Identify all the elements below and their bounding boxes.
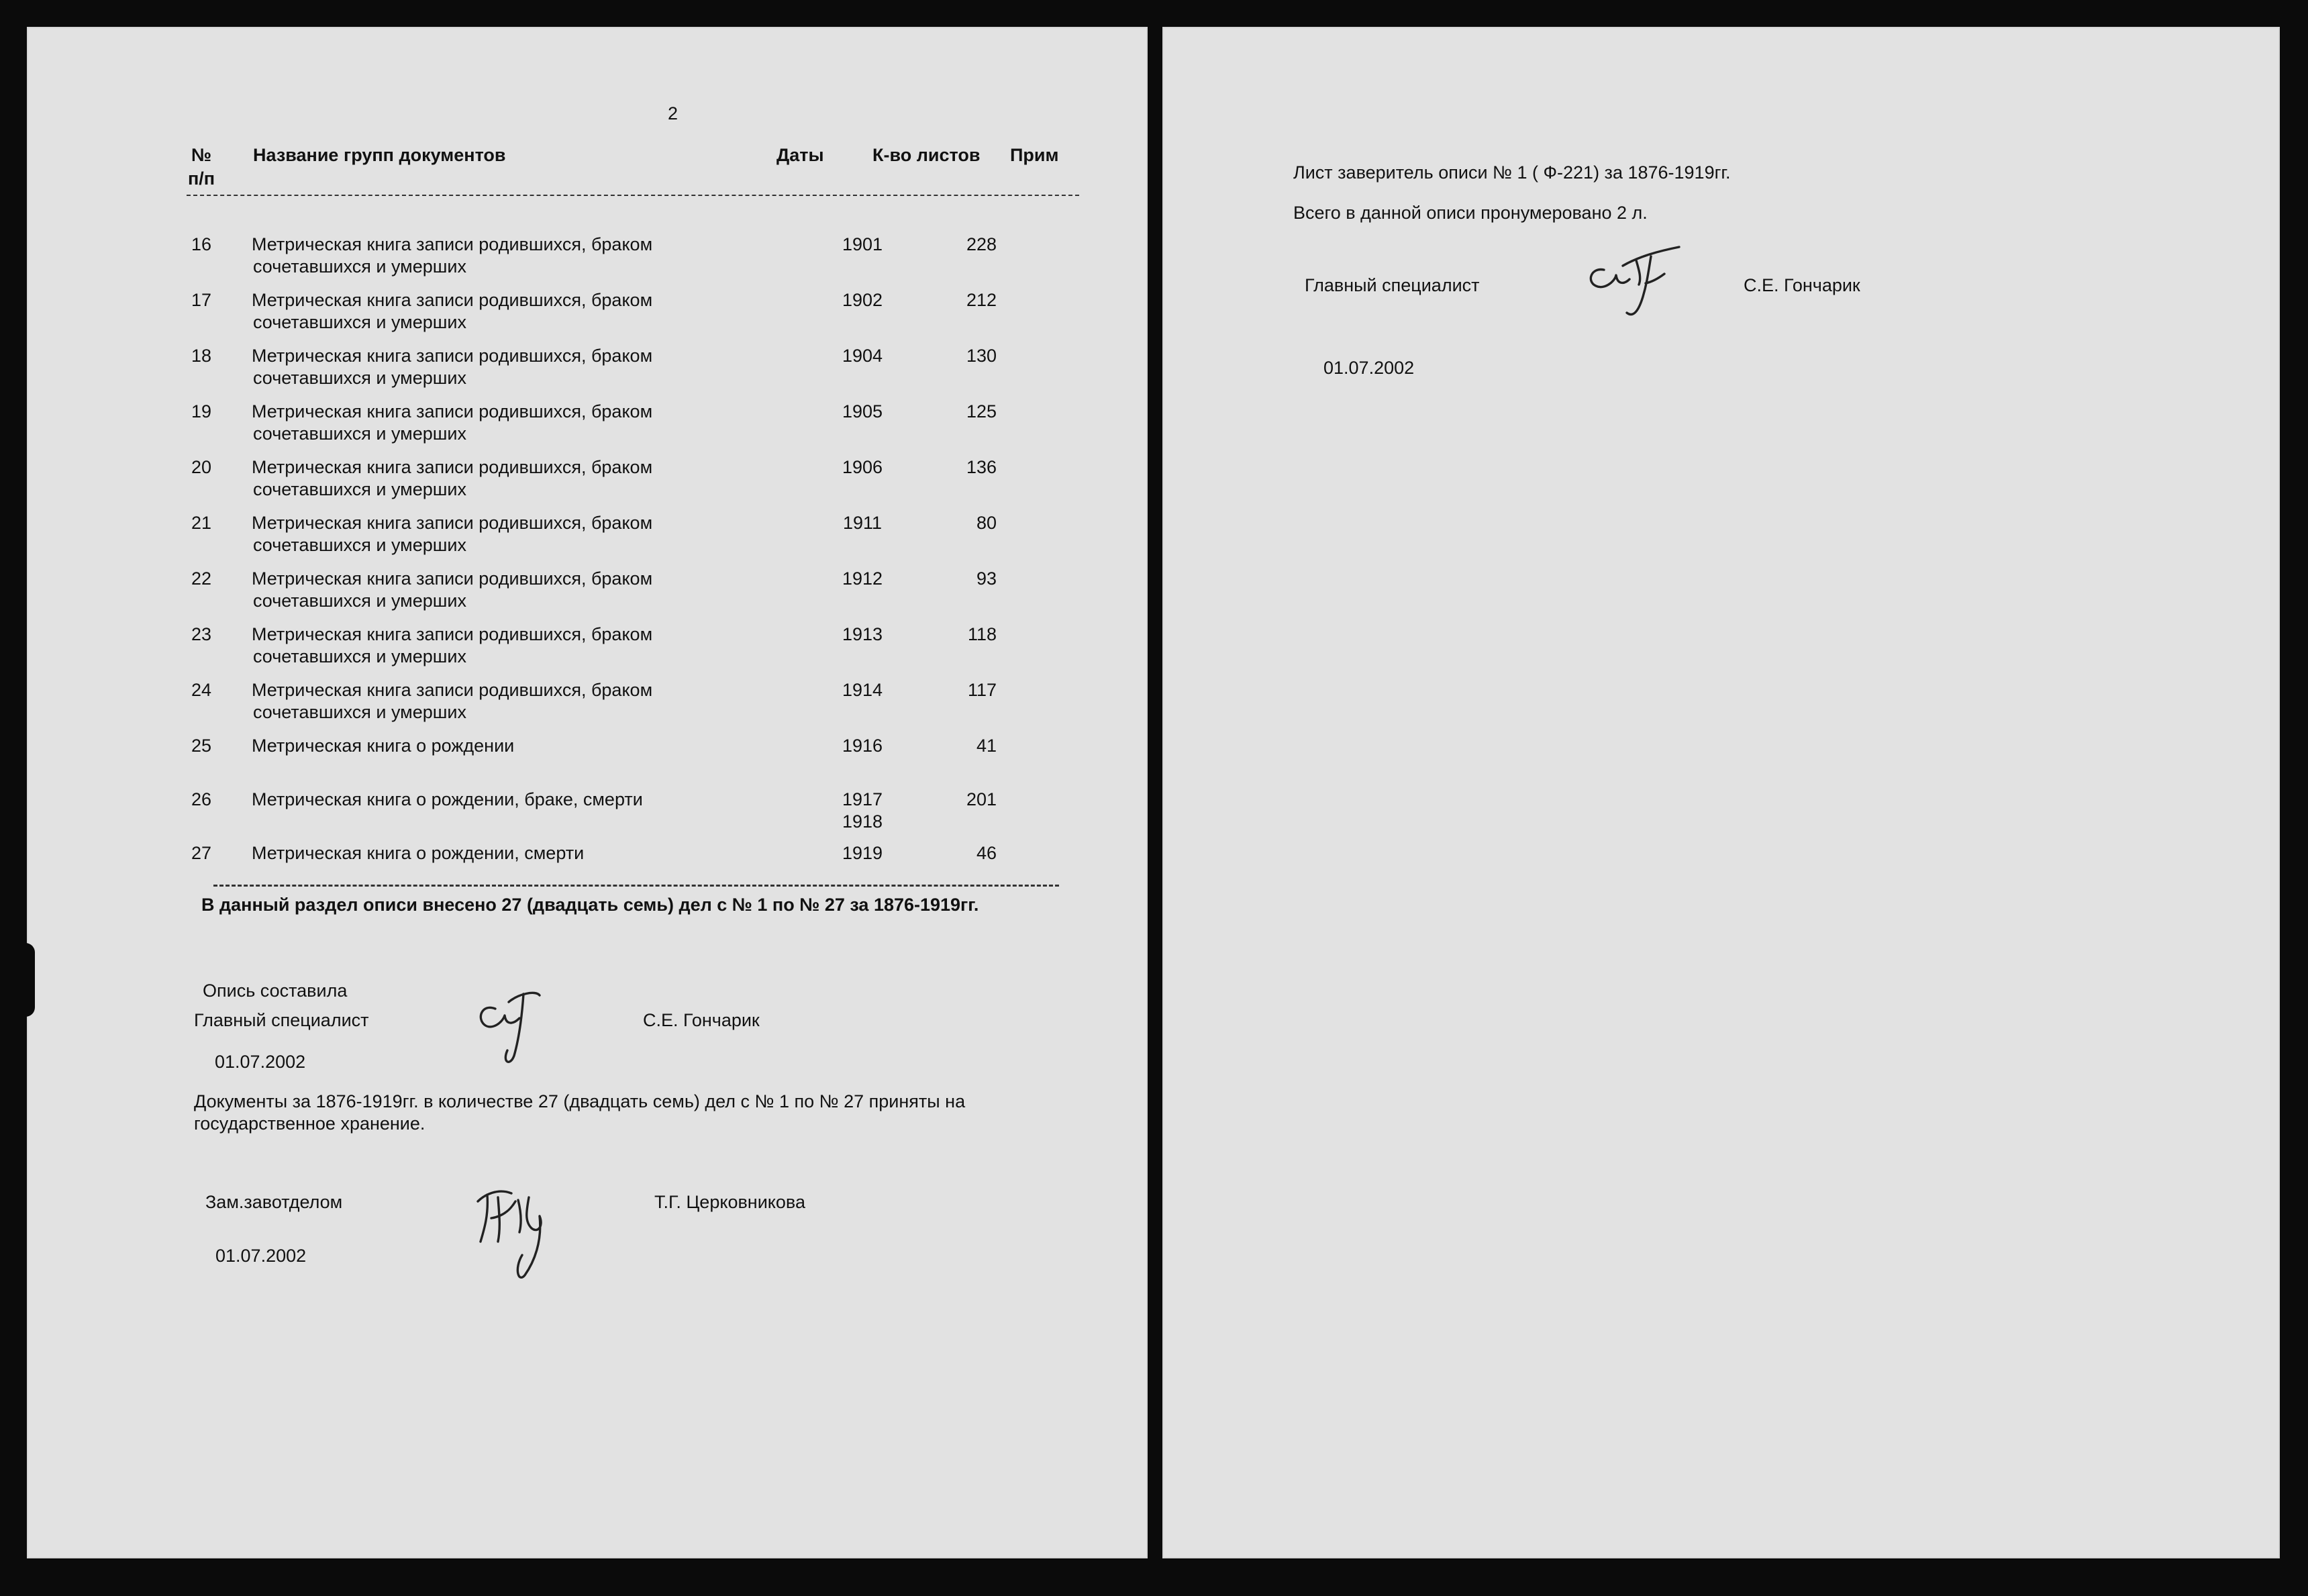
row-number: 23: [191, 624, 212, 644]
row-title-line-2: сочетавшихся и умерших: [253, 423, 467, 444]
row-sheet-count: 41: [976, 736, 997, 756]
row-number: 27: [191, 843, 212, 863]
row-number: 26: [191, 789, 212, 809]
row-title-line-1: Метрическая книга о рождении: [252, 736, 515, 756]
row-sheet-count: 80: [976, 513, 997, 533]
header-name: Название групп документов: [253, 145, 506, 165]
row-date: 1917: [842, 789, 883, 809]
acceptance-name: Т.Г. Церковникова: [654, 1192, 805, 1212]
row-sheet-count: 46: [976, 843, 997, 863]
row-number: 19: [191, 401, 212, 421]
row-sheet-count: 212: [966, 290, 997, 310]
row-title-line-1: Метрическая книга записи родившихся, браком: [252, 401, 653, 421]
row-title-line-2: сочетавшихся и умерших: [253, 702, 467, 722]
document-page-right: [1162, 27, 2280, 1558]
row-sheet-count: 201: [966, 789, 997, 809]
header-divider: [187, 195, 1079, 196]
row-title-line-1: Метрическая книга о рождении, браке, смерти: [252, 789, 643, 809]
certification-title: Лист заверитель описи № 1 ( Ф-221) за 1876-1919гг.: [1293, 162, 1731, 183]
row-number: 24: [191, 680, 212, 700]
row-date: 1919: [842, 843, 883, 863]
row-date: 1904: [842, 346, 883, 366]
row-number: 17: [191, 290, 212, 310]
row-title-line-1: Метрическая книга о рождении, смерти: [252, 843, 585, 863]
compiler-signature: [475, 983, 542, 1070]
row-title-line-1: Метрическая книга записи родившихся, браком: [252, 624, 653, 644]
row-date: 1901: [842, 234, 883, 254]
header-num-sub: п/п: [188, 168, 215, 189]
row-title-line-1: Метрическая книга записи родившихся, браком: [252, 568, 653, 589]
row-date: 1913: [842, 624, 883, 644]
certification-position: Главный специалист: [1305, 275, 1480, 295]
compiler-name: С.Е. Гончарик: [643, 1010, 760, 1030]
row-title-line-1: Метрическая книга записи родившихся, браком: [252, 346, 653, 366]
table-end-divider: [213, 885, 1059, 887]
compiler-caption: Опись составила: [203, 981, 348, 1001]
row-number: 18: [191, 346, 212, 366]
row-title-line-2: сочетавшихся и умерших: [253, 312, 467, 332]
row-sheet-count: 136: [966, 457, 997, 477]
row-number: 22: [191, 568, 212, 589]
row-number: 20: [191, 457, 212, 477]
row-title-line-1: Метрическая книга записи родившихся, браком: [252, 290, 653, 310]
row-date: 1906: [842, 457, 883, 477]
acceptance-line-2: государственное хранение.: [194, 1113, 425, 1134]
summary-line: В данный раздел описи внесено 27 (двадцать семь) дел с № 1 по № 27 за 1876-1919гг.: [201, 895, 979, 915]
row-date-end: 1918: [842, 811, 883, 832]
certification-date: 01.07.2002: [1323, 358, 1415, 378]
row-date: 1916: [842, 736, 883, 756]
row-title-line-2: сочетавшихся и умерших: [253, 535, 467, 555]
page-number: 2: [668, 103, 679, 123]
header-note: Прим: [1010, 145, 1059, 165]
row-sheet-count: 118: [967, 624, 997, 644]
row-title-line-1: Метрическая книга записи родившихся, браком: [252, 513, 653, 533]
row-title-line-1: Метрическая книга записи родившихся, браком: [252, 457, 653, 477]
row-title-line-2: сочетавшихся и умерших: [253, 646, 467, 666]
acceptance-date: 01.07.2002: [215, 1246, 307, 1266]
header-count: К-во листов: [872, 145, 981, 165]
row-sheet-count: 125: [966, 401, 997, 421]
row-title-line-1: Метрическая книга записи родившихся, браком: [252, 680, 653, 700]
acceptance-signature: [464, 1168, 565, 1282]
acceptance-position: Зам.завотделом: [205, 1192, 343, 1212]
row-date: 1911: [842, 513, 883, 533]
row-title-line-2: сочетавшихся и умерших: [253, 368, 467, 388]
row-title-line-1: Метрическая книга записи родившихся, браком: [252, 234, 653, 254]
row-title-line-2: сочетавшихся и умерших: [253, 479, 467, 499]
certification-name: С.Е. Гончарик: [1744, 275, 1860, 295]
row-date: 1905: [842, 401, 883, 421]
header-dates: Даты: [776, 145, 824, 165]
certification-total: Всего в данной описи пронумеровано 2 л.: [1293, 203, 1648, 223]
certification-signature: [1585, 243, 1693, 323]
row-number: 16: [191, 234, 212, 254]
row-sheet-count: 93: [976, 568, 997, 589]
row-sheet-count: 117: [967, 680, 997, 700]
binding-shadow: [20, 943, 35, 1017]
row-sheet-count: 130: [966, 346, 997, 366]
row-title-line-2: сочетавшихся и умерших: [253, 591, 467, 611]
row-date: 1902: [842, 290, 883, 310]
acceptance-line-1: Документы за 1876-1919гг. в количестве 27 (двадцать семь) дел с № 1 по № 27 приняты на: [194, 1091, 966, 1111]
row-date: 1912: [842, 568, 883, 589]
compiler-date: 01.07.2002: [215, 1052, 306, 1072]
header-num: №: [191, 145, 212, 165]
row-title-line-2: сочетавшихся и умерших: [253, 256, 467, 277]
row-number: 21: [191, 513, 212, 533]
compiler-position: Главный специалист: [194, 1010, 369, 1030]
row-sheet-count: 228: [966, 234, 997, 254]
row-number: 25: [191, 736, 212, 756]
row-date: 1914: [842, 680, 883, 700]
document-page-left: [27, 27, 1148, 1558]
